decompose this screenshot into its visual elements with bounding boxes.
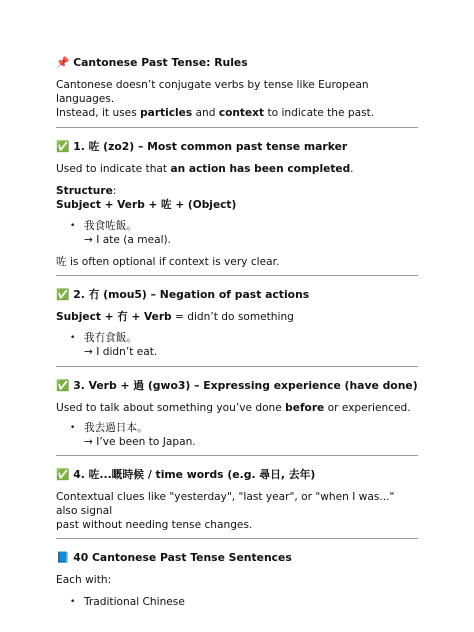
intro-bold-context: context <box>218 107 265 119</box>
section-2-formula: Subject + 冇 + Verb = didn’t do something <box>56 311 294 323</box>
list-item: • Traditional Chinese <box>84 595 418 609</box>
section-1-structure-label: Structure: <box>56 185 117 197</box>
section-3-description: Used to talk about something you’ve done before or experienced. <box>56 402 411 414</box>
section-2-heading: ✅ 2. 冇 (mou5) – Negation of past actions <box>56 288 310 301</box>
section-5-list <box>56 595 418 609</box>
intro-line-2: Instead, it uses particles and context to indicate the past. <box>56 107 375 119</box>
section-1-example-list <box>56 219 418 247</box>
intro-line-1: Cantonese doesn’t conjugate verbs by tense like European languages. <box>56 79 369 105</box>
section-3-example-list <box>56 421 418 449</box>
example-chinese: • 我去過日本。 <box>84 422 148 434</box>
section-3-heading: ✅ 3. Verb + 過 (gwo3) – Expressing experience (have done) <box>56 379 418 392</box>
section-4-description-line-1: Contextual clues like "yesterday", "last year", or "when I was..." also signal <box>56 491 395 517</box>
section-4-heading: ✅ 4. 咗...嘅時候 / time words (e.g. 尋日, 去年) <box>56 468 316 481</box>
section-4-description-line-2: past without needing tense changes. <box>56 519 253 531</box>
example-chinese: • 我食咗飯。 <box>84 220 137 232</box>
example-chinese: • 我冇食飯。 <box>84 332 137 344</box>
section-1-formula: Subject + Verb + 咗 + (Object) <box>56 199 237 211</box>
list-item <box>84 331 418 359</box>
section-1-heading: ✅ 1. 咗 (zo2) – Most common past tense marker <box>56 140 348 153</box>
example-translation: → I ate (a meal). <box>84 234 172 246</box>
section-5-heading: 📘 40 Cantonese Past Tense Sentences <box>56 551 292 564</box>
example-translation: → I didn’t eat. <box>84 346 158 358</box>
list-item <box>84 421 418 449</box>
section-1-description: Used to indicate that an action has been completed. <box>56 163 354 175</box>
section-1-note: 咗 is often optional if context is very clear. <box>56 256 280 268</box>
intro-bold-particles: particles <box>140 107 193 119</box>
example-translation: → I’ve been to Japan. <box>84 436 196 448</box>
list-item <box>84 219 418 247</box>
doc-title: 📌 Cantonese Past Tense: Rules <box>56 56 248 69</box>
section-5-description: Each with: <box>56 574 112 586</box>
section-2-example-list <box>56 331 418 359</box>
